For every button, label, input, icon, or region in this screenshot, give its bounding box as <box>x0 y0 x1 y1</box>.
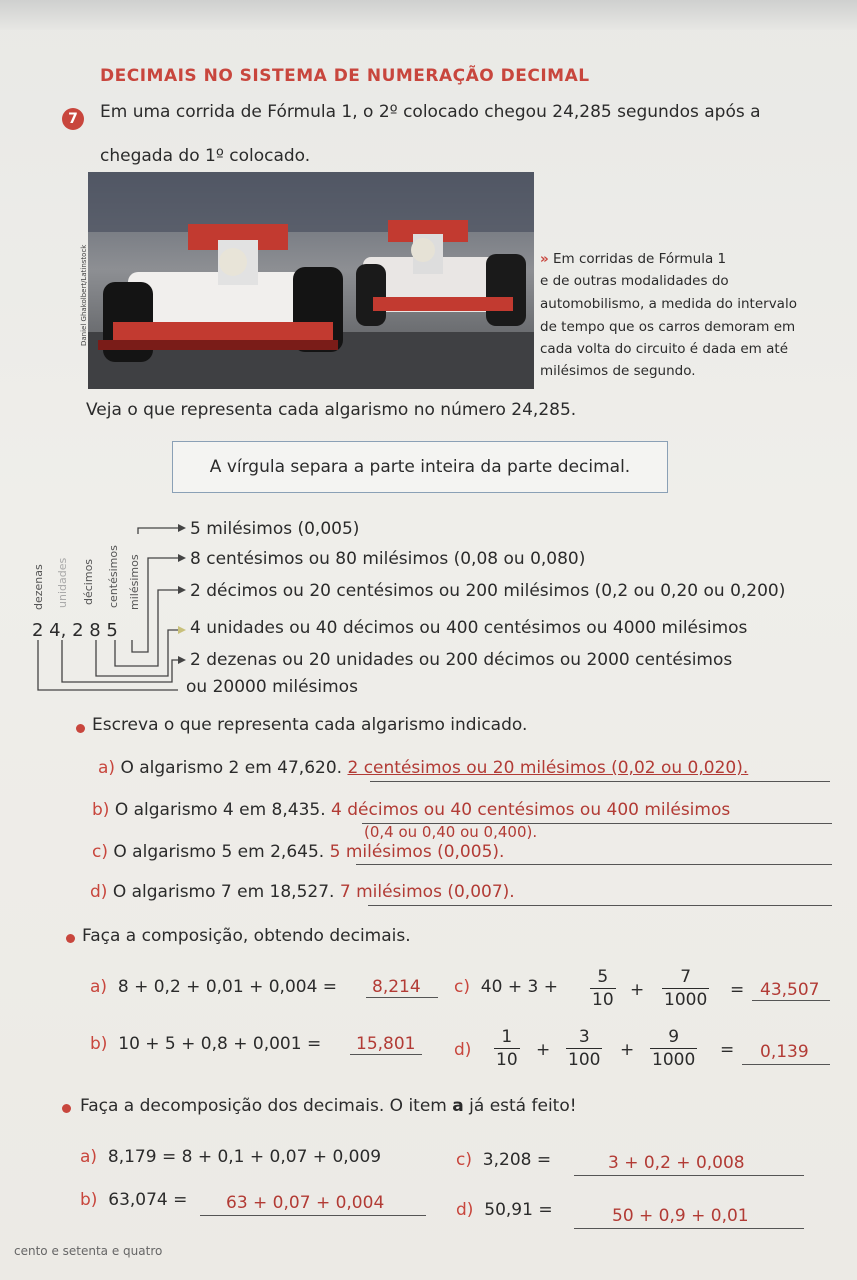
race-cars-photo <box>88 172 534 389</box>
section-number: 7 <box>68 111 78 127</box>
caption-line-3: automobilismo, a medida do intervalo <box>540 296 797 312</box>
ex2-c-frac1-num: 5 <box>597 967 609 987</box>
ex3-prompt-bold: a <box>452 1096 464 1116</box>
ex2-c-eq: = <box>730 980 745 1000</box>
page-number-text: cento e setenta e quatro <box>14 1244 163 1258</box>
ex3-b-expr: 63,074 = <box>108 1190 188 1210</box>
ex1-d-line <box>368 905 832 906</box>
bullet-ex2 <box>66 934 75 943</box>
ex2-b-line <box>350 1054 422 1055</box>
photo-credit: Daniel Ghakolbert/Latinstock <box>80 244 88 346</box>
ex3-item-c <box>456 1150 551 1170</box>
label-centesimos: centésimos <box>107 545 120 608</box>
ex2-d-frac1-num: 1 <box>501 1027 513 1047</box>
diagram-line-milesimos: 5 milésimos (0,005) <box>190 519 360 539</box>
ex1-c-line <box>356 864 832 865</box>
ex2-b-expr: 10 + 5 + 0,8 + 0,001 = <box>118 1034 322 1054</box>
section-title: DECIMAIS NO SISTEMA DE NUMERAÇÃO DECIMAL <box>100 66 590 86</box>
ex2-d-frac1 <box>494 1026 520 1071</box>
ex3-b-answer: 63 + 0,07 + 0,004 <box>226 1193 385 1213</box>
ex3-d-line <box>574 1228 804 1229</box>
ex3-b-line <box>200 1215 426 1216</box>
comma-note-text: A vírgula separa a parte inteira da parte decimal. <box>209 457 631 477</box>
ex2-c-frac2-num: 7 <box>680 967 692 987</box>
ex2-d-line <box>742 1064 830 1065</box>
ex2-d-eq: = <box>720 1040 735 1060</box>
ex3-item-a <box>80 1147 381 1167</box>
ex1-c-letter: c) <box>92 842 108 862</box>
ex2-a-answer: 8,214 <box>372 977 421 997</box>
explain-lead: Veja o que representa cada algarismo no número 24,285. <box>86 400 577 420</box>
bullet-ex1 <box>76 724 85 733</box>
label-dezenas: dezenas <box>32 564 45 610</box>
diagram-line-unidades: 4 unidades ou 40 décimos ou 400 centésimos ou 4000 milésimos <box>190 618 748 638</box>
ex2-item-c <box>454 977 558 997</box>
label-unidades: unidades <box>56 557 69 608</box>
ex2-a-expr: 8 + 0,2 + 0,01 + 0,004 = <box>117 977 338 997</box>
ex3-prompt-pre: Faça a decomposição dos decimais. O item <box>80 1096 453 1116</box>
ex2-d-plus1: + <box>536 1040 551 1060</box>
ex2-d-frac3-num: 9 <box>668 1027 680 1047</box>
ex3-prompt <box>80 1096 577 1116</box>
place-value-connectors <box>0 510 857 700</box>
ex1-a-answer: 2 centésimos ou 20 milésimos (0,02 ou 0,020). <box>347 758 749 778</box>
ex1-item-c <box>92 842 504 862</box>
ex2-item-d <box>454 1040 471 1060</box>
caption-marker-icon: » <box>540 251 549 267</box>
label-decimos: décimos <box>82 558 95 605</box>
ex2-c-line <box>752 1000 830 1001</box>
ex2-d-answer: 0,139 <box>760 1042 809 1062</box>
ex1-d-answer: 7 milésimos (0,007). <box>339 882 515 902</box>
ex3-c-expr: 3,208 = <box>482 1150 552 1170</box>
ex3-c-letter: c) <box>456 1150 472 1170</box>
ex3-d-expr: 50,91 = <box>484 1200 553 1220</box>
ex2-d-letter: d) <box>454 1040 472 1060</box>
ex2-d-frac3 <box>650 1026 697 1071</box>
ex2-d-frac3-den: 1000 <box>652 1050 696 1070</box>
ex1-item-b <box>92 800 730 820</box>
ex2-c-frac2-den: 1000 <box>664 990 708 1010</box>
ex2-d-plus2: + <box>620 1040 635 1060</box>
label-milesimos: milésimos <box>128 554 141 610</box>
ex2-c-frac1 <box>590 966 616 1011</box>
ex1-b-answer-cont: (0,4 ou 0,40 ou 0,400). <box>364 823 538 841</box>
ex1-a-question: O algarismo 2 em 47,620. <box>120 758 343 778</box>
intro-line-2: chegada do 1º colocado. <box>100 146 311 166</box>
ex2-item-b <box>90 1034 321 1054</box>
ex1-item-a <box>98 758 748 778</box>
ex1-b-letter: b) <box>92 800 110 820</box>
ex1-item-d <box>90 882 515 902</box>
ex2-item-a <box>90 977 337 997</box>
formula1-cars-illustration <box>88 172 534 389</box>
caption-text-1: Em corridas de Fórmula 1 <box>553 251 727 267</box>
ex2-c-plus: + <box>630 980 645 1000</box>
ex3-c-answer: 3 + 0,2 + 0,008 <box>608 1153 745 1173</box>
ex1-prompt: Escreva o que representa cada algarismo indicado. <box>92 715 528 735</box>
diagram-line-dezenas: 2 dezenas ou 20 unidades ou 200 décimos ou 2000 centésimos <box>190 650 733 670</box>
ex1-c-answer: 5 milésimos (0,005). <box>329 842 505 862</box>
ex1-b-question: O algarismo 4 em 8,435. <box>114 800 326 820</box>
ex2-c-answer: 43,507 <box>760 980 820 1000</box>
ex3-d-letter: d) <box>456 1200 474 1220</box>
ex2-d-frac2 <box>566 1026 602 1071</box>
ex1-b-answer: 4 décimos ou 40 centésimos ou 400 milésimos <box>331 800 731 820</box>
caption-line-4: de tempo que os carros demoram em <box>540 319 796 335</box>
ex2-a-letter: a) <box>90 977 108 997</box>
ex3-a-expr: 8,179 = 8 + 0,1 + 0,07 + 0,009 <box>107 1147 382 1167</box>
caption-line-1 <box>540 251 726 267</box>
ex1-a-letter: a) <box>98 758 116 778</box>
ex3-a-letter: a) <box>80 1147 98 1167</box>
section-number-badge <box>62 108 84 130</box>
ex1-d-question: O algarismo 7 em 18,527. <box>112 882 335 902</box>
diagram-line-centesimos: 8 centésimos ou 80 milésimos (0,08 ou 0,080) <box>190 549 586 569</box>
diagram-line-decimos: 2 décimos ou 20 centésimos ou 200 milésimos (0,2 ou 0,20 ou 0,200) <box>190 581 786 601</box>
bullet-ex3 <box>62 1104 71 1113</box>
caption-line-5: cada volta do circuito é dada em até <box>540 341 788 357</box>
ex2-c-lead: 40 + 3 + <box>480 977 558 997</box>
ex2-b-answer: 15,801 <box>356 1034 416 1054</box>
diagram-line-dezenas-cont: ou 20000 milésimos <box>186 677 358 697</box>
ex2-b-letter: b) <box>90 1034 108 1054</box>
comma-note-box <box>172 441 668 493</box>
ex2-d-frac2-den: 100 <box>568 1050 601 1070</box>
ex1-a-line <box>370 781 830 782</box>
ex2-c-frac1-den: 10 <box>592 990 614 1010</box>
ex2-a-line <box>366 997 438 998</box>
caption-line-2: e de outras modalidades do <box>540 273 729 289</box>
intro-line-1: Em uma corrida de Fórmula 1, o 2º colocado chegou 24,285 segundos após a <box>100 102 761 122</box>
ex2-d-frac2-num: 3 <box>578 1027 590 1047</box>
ex2-d-frac1-den: 10 <box>496 1050 518 1070</box>
ex3-d-answer: 50 + 0,9 + 0,01 <box>612 1206 749 1226</box>
ex3-item-d <box>456 1200 553 1220</box>
ex2-prompt: Faça a composição, obtendo decimais. <box>82 926 411 946</box>
number-24285: 2 4, 2 8 5 <box>32 620 118 641</box>
ex2-c-letter: c) <box>454 977 470 997</box>
ex3-b-letter: b) <box>80 1190 98 1210</box>
ex3-prompt-post: já está feito! <box>463 1096 577 1116</box>
caption-line-6: milésimos de segundo. <box>540 363 696 379</box>
ex2-c-frac2 <box>662 966 709 1011</box>
page-top-shadow <box>0 0 857 30</box>
ex1-c-question: O algarismo 5 em 2,645. <box>113 842 325 862</box>
ex3-c-line <box>574 1175 804 1176</box>
ex1-d-letter: d) <box>90 882 108 902</box>
ex3-item-b <box>80 1190 187 1210</box>
